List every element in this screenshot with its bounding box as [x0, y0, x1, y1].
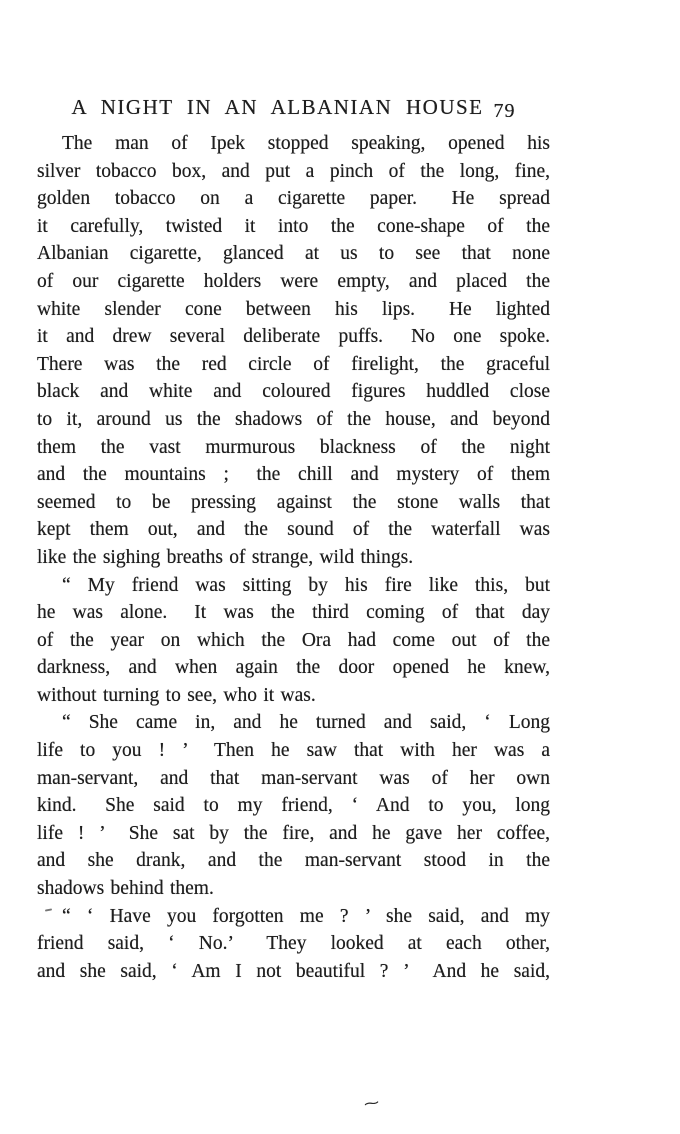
text-line: and the mountains ; the chill and mystery of them — [37, 464, 550, 486]
text-line: “ She came in, and he turned and said, ‘ Long — [62, 712, 550, 734]
text-line: There was the red circle of firelight, the graceful — [37, 353, 550, 375]
text-line: and she said, ‘ Am I not beautiful ? ’ And he said, — [37, 960, 550, 982]
text-line: it and drew several deliberate puffs. No one spoke. — [37, 326, 550, 348]
text-line: The man of Ipek stopped speaking, opened his — [62, 133, 550, 154]
text-line: friend said, ‘ No.’ They looked at each other, — [37, 933, 550, 955]
text-line: like the sighing breaths of strange, wild things. — [37, 546, 414, 568]
text-line: he was alone. It was the third coming of that day — [37, 602, 550, 624]
text-line: it carefully, twisted it into the cone-shape of the — [37, 215, 550, 237]
text-line: darkness, and when again the door opened he knew, — [37, 657, 550, 679]
text-line: of the year on which the Ora had come out of the — [37, 629, 550, 651]
text-line: life ! ’ She sat by the fire, and he gave her coffee, — [37, 822, 550, 844]
text-line: Albanian cigarette, glanced at us to see that none — [37, 243, 550, 265]
text-line: seemed to be pressing against the stone walls that — [37, 491, 550, 513]
text-line: and she drank, and the man-servant stood in the — [37, 850, 550, 872]
running-header — [37, 95, 550, 122]
text-line: life to you ! ’ Then he saw that with her was a — [37, 740, 550, 762]
text-line: golden tobacco on a cigarette paper. He spread — [37, 188, 550, 210]
text-line: them the vast murmurous blackness of the night — [37, 436, 550, 458]
text-line: of our cigarette holders were empty, and placed the — [37, 270, 550, 292]
text-line: to it, around us the shadows of the house, and beyond — [37, 408, 550, 430]
text-line: without turning to see, who it was. — [37, 684, 316, 706]
text-line: white slender cone between his lips. He lighted — [37, 298, 550, 320]
page-text — [37, 130, 550, 985]
text-line: kept them out, and the sound of the waterfall was — [37, 519, 550, 541]
text-line: man-servant, and that man-servant was of her own — [37, 767, 550, 789]
chapter-title: A NIGHT IN AN ALBANIAN HOUSE — [71, 95, 484, 119]
text-line: silver tobacco box, and put a pinch of the long, fine, — [37, 160, 550, 182]
page-number: 79 — [493, 100, 516, 122]
text-line: black and white and coloured figures huddled close — [37, 381, 550, 403]
text-line: shadows behind them. — [37, 878, 214, 900]
page-content — [37, 95, 550, 985]
text-line: kind. She said to my friend, ‘ And to you, long — [37, 795, 550, 817]
text-line: “ My friend was sitting by his fire like this, but — [62, 574, 550, 596]
printers-mark: ⁓ — [362, 1093, 381, 1113]
text-line: “ ‘ Have you forgotten me ? ’ she said, and my — [62, 905, 550, 927]
